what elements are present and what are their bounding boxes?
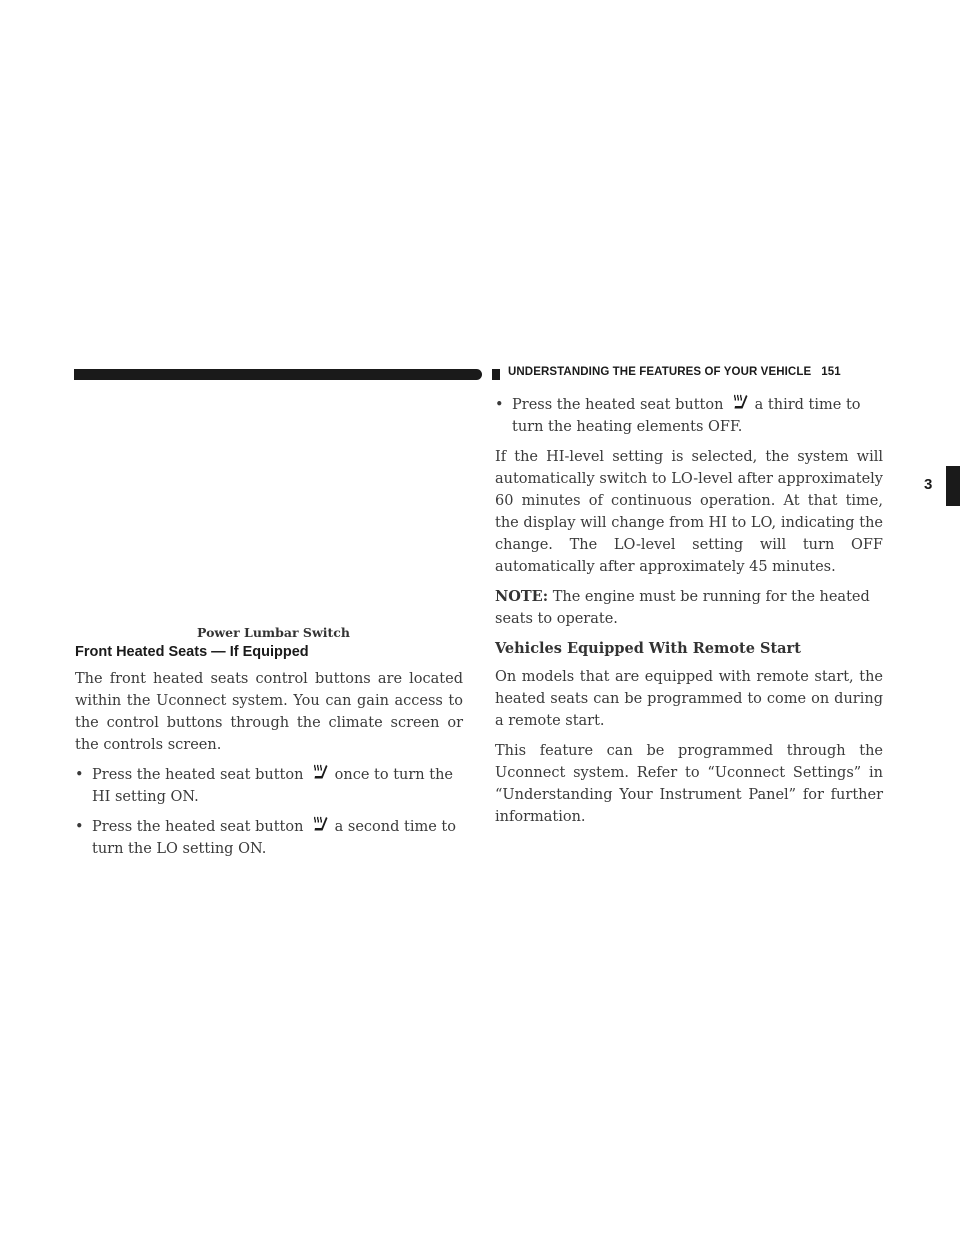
bullet-dot: • (495, 397, 504, 413)
note-text: The engine must be running for the heated seats to operate. (495, 589, 870, 627)
heated-seat-icon (732, 394, 748, 410)
bullet-dot: • (75, 767, 84, 783)
header-rule-marker (492, 369, 500, 380)
remote-start-heading: Vehicles Equipped With Remote Start (495, 640, 801, 657)
right-column (495, 394, 883, 828)
left-column (75, 668, 463, 860)
bullet-lo: • Press the heated seat button a second time to turn the LO setting ON. (75, 816, 463, 860)
bullet-hi: • Press the heated seat button once to turn the HI setting ON. (75, 764, 463, 808)
page-number: 151 (821, 366, 841, 378)
running-head (508, 366, 841, 378)
running-head-title: UNDERSTANDING THE FEATURES OF YOUR VEHICLE (508, 366, 812, 378)
header-rule (74, 369, 482, 380)
programming-paragraph: This feature can be programmed through the Uconnect system. Refer to “Uconnect Settings” in “Understanding Your Instrument Panel” for further information. (495, 743, 883, 825)
bullet-dot: • (75, 819, 84, 835)
hi-level-paragraph: If the HI-level setting is selected, the system will automatically switch to LO-level after approximately 60 minutes of continuous operation. At that time, the display will change from HI to LO, indicating the change. The LO-level setting will turn OFF automatically after approximately 45 minutes. (495, 449, 883, 575)
heated-seat-icon (312, 764, 328, 780)
figure-caption: Power Lumbar Switch (197, 625, 350, 640)
heated-seat-icon (312, 816, 328, 832)
intro-paragraph: The front heated seats control buttons are located within the Uconnect system. You can gain access to the control buttons through the climate screen or the controls screen. (75, 671, 463, 753)
note-paragraph (495, 586, 883, 630)
chapter-tab (946, 466, 960, 506)
chapter-number: 3 (924, 476, 933, 493)
remote-start-paragraph: On models that are equipped with remote start, the heated seats can be programmed to come on during a remote start. (495, 669, 883, 729)
note-label: NOTE: (495, 588, 549, 605)
section-title: Front Heated Seats — If Equipped (75, 644, 309, 660)
bullet-off: • Press the heated seat button a third time to turn the heating elements OFF. (495, 394, 883, 438)
